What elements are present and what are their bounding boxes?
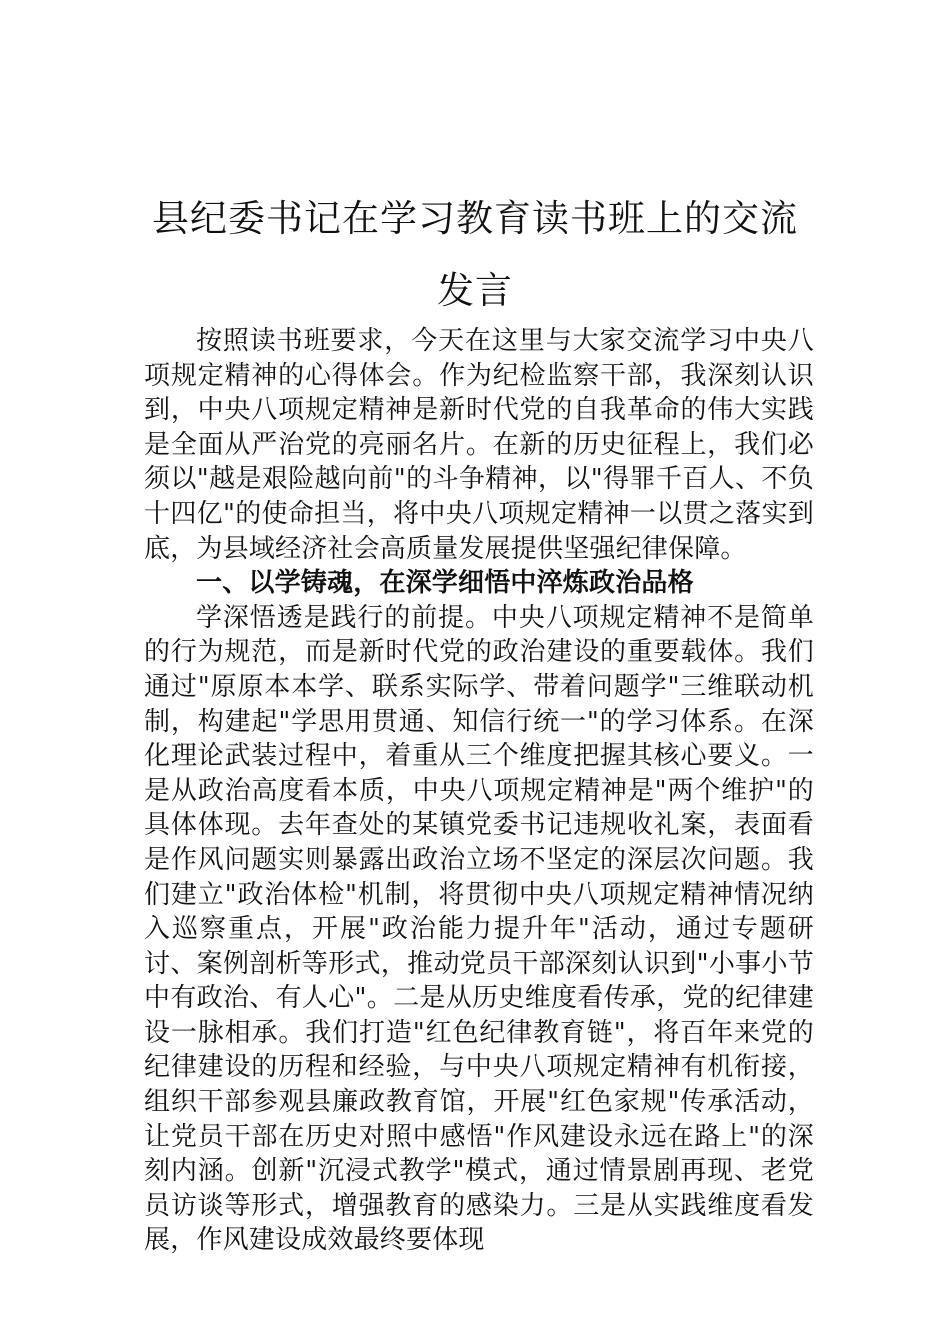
intro-paragraph: 按照读书班要求，今天在这里与大家交流学习中央八项规定精神的心得体会。作为纪检监察干部，我深刻认识到，中央八项规定精神是新时代党的自我革命的伟大实践是全面从严治党的亮丽名片。在新的历史征程上，我们必须以"越是艰险越向前"的斗争精神，以"得罪千百人、不负十四亿"的使命担当，将中央八项规定精神一以贯之落实到底，为县域经济社会高质量发展提供坚强纪律保障。 bbox=[144, 326, 814, 564]
document-body bbox=[144, 324, 814, 1258]
section-paragraph: 学深悟透是践行的前提。中央八项规定精神不是简单的行为规范，而是新时代党的政治建设的重要载体。我们通过"原原本本学、联系实际学、带着问题学"三维联动机制，构建起"学思用贯通、知信行统一"的学习体系。在深化理论武装过程中，着重从三个维度把握其核心要义。一是从政治高度看本质，中央八项规定精神是"两个维护"的具体体现。去年查处的某镇党委书记违规收礼案，表面看是作风问题实则暴露出政治立场不坚定的深层次问题。我们建立"政治体检"机制，将贯彻中央八项规定精神情况纳入巡察重点，开展"政治能力提升年"活动，通过专题研讨、案例剖析等形式，推动党员干部深刻认识到"小事小节中有政治、有人心"。二是从历史维度看传承，党的纪律建设一脉相承。我们打造"红色纪律教育链"，将百年来党的纪律建设的历程和经验，与中央八项规定精神有机衔接，组织干部参观县廉政教育馆，开展"红色家规"传承活动，让党员干部在历史对照中感悟"作风建设永远在路上"的深刻内涵。创新"沉浸式教学"模式，通过情景剧再现、老党员访谈等形式，增强教育的感染力。三是从实践维度看发展，作风建设成效最终要体现 bbox=[144, 602, 814, 1256]
document-title: 县纪委书记在学习教育读书班上的交流发言 bbox=[152, 196, 798, 312]
section-heading: 一、以学铸魂，在深学细悟中淬炼政治品格 bbox=[196, 568, 694, 599]
